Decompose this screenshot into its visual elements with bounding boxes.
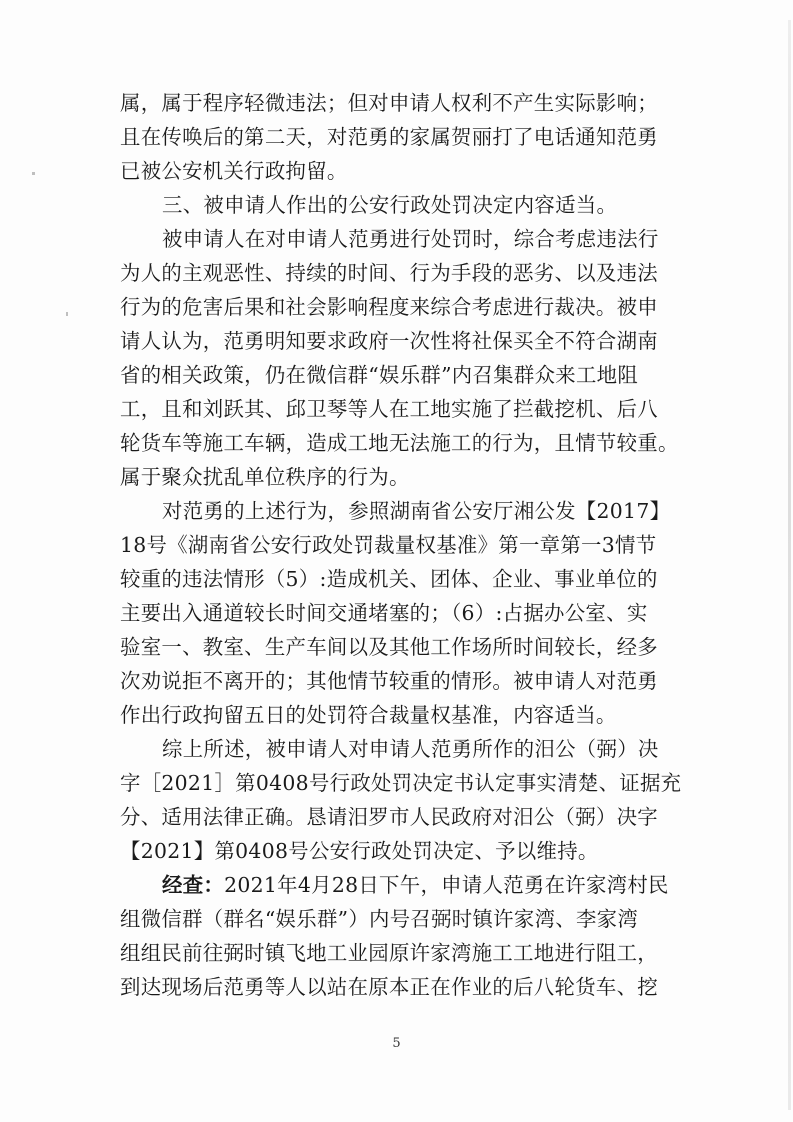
text-line-content: 三、被申请人作出的公安行政处罚决定内容适当。 xyxy=(162,193,618,217)
text-line xyxy=(120,562,680,596)
text-line xyxy=(120,970,680,1004)
text-line xyxy=(120,800,680,834)
text-line-content: 且在传唤后的第二天，对范勇的家属贺丽打了电话通知范勇 xyxy=(120,125,658,149)
text-line xyxy=(120,392,680,426)
scan-edge-shadow xyxy=(788,20,791,1110)
text-line-content: 【2021】第0408号公安行政处罚决定、予以维持。 xyxy=(120,839,599,863)
text-line-content: 行为的危害后果和社会影响程度来综合考虑进行裁决。被申 xyxy=(120,295,658,319)
text-line-content: 为人的主观恶性、持续的时间、行为手段的恶劣、以及违法 xyxy=(120,261,658,285)
text-line-content: 次劝说拒不离开的；其他情节较重的情形。被申请人对范勇 xyxy=(120,669,658,693)
text-line xyxy=(120,732,680,766)
text-line xyxy=(120,630,680,664)
text-line-content: 较重的违法情形（5）:造成机关、团体、企业、事业单位的 xyxy=(120,567,658,591)
text-line-content: 到达现场后范勇等人以站在原本正在作业的后八轮货车、挖 xyxy=(120,975,658,999)
text-line-content: 轮货车等施工车辆，造成工地无法施工的行为，且情节较重。 xyxy=(120,431,679,455)
text-line-content: 组微信群（群名“娱乐群”）内号召弼时镇许家湾、李家湾 xyxy=(120,907,639,931)
text-line xyxy=(120,256,680,290)
text-line-content: 组组民前往弼时镇飞地工业园原许家湾施工工地进行阻工， xyxy=(120,941,658,965)
text-line xyxy=(120,766,680,800)
text-line-content: 字［2021］第0408号行政处罚决定书认定事实清楚、证据充 xyxy=(120,771,682,795)
text-line xyxy=(120,494,680,528)
text-line xyxy=(120,222,680,256)
text-line-content: 综上所述，被申请人对申请人范勇所作的汨公（弼）决 xyxy=(162,737,659,761)
text-line xyxy=(120,868,680,902)
text-line xyxy=(120,528,680,562)
text-line-content: 省的相关政策，仍在微信群“娱乐群”内召集群众来工地阻 xyxy=(120,363,639,387)
scan-speck xyxy=(66,312,68,316)
text-line-content: 工，且和刘跃其、邱卫琴等人在工地实施了拦截挖机、后八 xyxy=(120,397,658,421)
text-line-content: 分、适用法律正确。恳请汨罗市人民政府对汨公（弼）决字 xyxy=(120,805,658,829)
text-line xyxy=(120,698,680,732)
text-line-content: 验室一、教室、生产车间以及其他工作场所时间较长，经多 xyxy=(120,635,658,659)
text-line xyxy=(120,426,680,460)
text-line-content: 被申请人在对申请人范勇进行处罚时，综合考虑违法行 xyxy=(162,227,659,251)
text-line xyxy=(120,902,680,936)
text-line xyxy=(120,664,680,698)
text-line xyxy=(120,120,680,154)
text-line xyxy=(120,290,680,324)
text-line-content: 属，属于程序轻微违法；但对申请人权利不产生实际影响； xyxy=(120,91,658,115)
text-line xyxy=(120,358,680,392)
text-line xyxy=(120,86,680,120)
text-line xyxy=(120,596,680,630)
text-line xyxy=(120,936,680,970)
text-line xyxy=(120,188,680,222)
text-line-content: 属于聚众扰乱单位秩序的行为。 xyxy=(120,465,410,489)
text-line xyxy=(120,460,680,494)
text-line-content: 已被公安机关行政拘留。 xyxy=(120,159,348,183)
page-number: 5 xyxy=(392,1036,401,1051)
text-line-content: 18号《湖南省公安行政处罚裁量权基准》第一章第一3情节 xyxy=(120,533,657,557)
text-line-content: 主要出入通道较长时间交通堵塞的；（6）:占据办公室、实 xyxy=(120,601,648,625)
text-line xyxy=(120,324,680,358)
text-line-content: 对范勇的上述行为，参照湖南省公安厅湘公发【2017】 xyxy=(162,499,671,523)
text-line xyxy=(120,834,680,868)
text-line xyxy=(120,154,680,188)
text-line-content: 请人认为，范勇明知要求政府一次性将社保买全不符合湖南 xyxy=(120,329,658,353)
body-text xyxy=(120,86,680,1004)
scan-speck xyxy=(32,172,35,175)
finding-lead-label: 经查： xyxy=(162,873,225,897)
text-line-content: 作出行政拘留五日的处罚符合裁量权基准，内容适当。 xyxy=(120,703,617,727)
text-line-content: 2021年4月28日下午，申请人范勇在许家湾村民 xyxy=(224,873,669,897)
